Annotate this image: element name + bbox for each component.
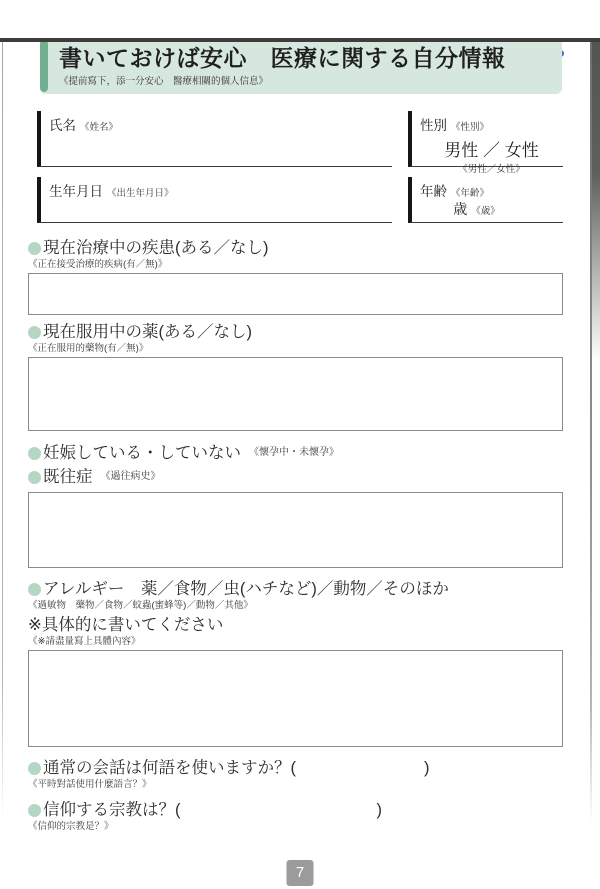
gender-label: 性別 [420, 118, 447, 133]
page-header [40, 38, 562, 94]
bullet-icon [28, 447, 41, 460]
gender-sublabel: 《性別》 [451, 122, 490, 133]
section-subtitle: 《正在接受治療的疾病(有／無)》 [28, 259, 168, 270]
age-field [408, 177, 563, 223]
section-subtitle: 《過敏物 藥物／食物／蚊蟲(蜜蜂等)／動物／其他》 [28, 600, 253, 611]
paren-close: ) [424, 759, 430, 777]
age-unit [412, 199, 541, 219]
medicine-write-box [28, 357, 563, 431]
age-unit-label: 歳 [453, 201, 468, 217]
section-heading-history [28, 466, 563, 488]
section-subtitle: 《懷孕中・未懷孕》 [249, 447, 339, 458]
paren-close: ) [376, 801, 382, 819]
section-title: 妊娠している・していない [43, 444, 241, 462]
birthdate-label: 生年月日 [49, 184, 103, 199]
section-subtitle: 《正在服用的藥物(有／無)》 [28, 343, 149, 354]
allergy-note: ※具体的に書いてください [28, 616, 224, 634]
paren-open: ( [175, 801, 181, 819]
page-edge-top [0, 38, 600, 42]
section-heading-religion [28, 799, 563, 821]
section-title: 既往症 [43, 468, 93, 486]
history-write-box [28, 492, 563, 568]
section-subtitle: 《信仰的宗教是？》 [28, 821, 114, 832]
paren-open: ( [290, 759, 296, 777]
section-heading-illness [28, 237, 563, 259]
gender-options-sub: 《男性／女性》 [458, 164, 525, 175]
page-title: 書いておけば安心 医療に関する自分情報 [59, 45, 506, 71]
birthdate-field [37, 177, 392, 223]
section-heading-medicine [28, 321, 563, 343]
bullet-icon [28, 804, 41, 817]
birthdate-sublabel: 《出生年月日》 [107, 188, 174, 199]
question-text: 通常の会話は何語を使いますか？ [43, 759, 291, 777]
form-sections [28, 237, 563, 833]
personal-info-fields [37, 111, 563, 223]
age-label: 年齢 [420, 184, 447, 199]
bullet-icon [28, 471, 41, 484]
section-heading-language [28, 757, 563, 779]
page-edge-left-line [2, 42, 3, 820]
illness-write-box [28, 273, 563, 315]
section-subtitle: 《過往病史》 [100, 471, 161, 482]
age-unit-sublabel: 《歳》 [471, 206, 500, 217]
section-heading-pregnancy [28, 442, 563, 464]
section-title: アレルギー 薬／食物／虫(ハチなど)／動物／そのほか [43, 580, 449, 598]
name-label: 氏名 [49, 118, 76, 133]
page-number-badge: 7 [287, 860, 314, 886]
bullet-icon [28, 326, 41, 339]
section-subtitle: 《平時對話使用什麼語言？》 [28, 779, 152, 790]
header-accent-bar [40, 40, 48, 92]
name-sublabel: 《姓名》 [80, 122, 119, 133]
page-edge-right-line [590, 38, 592, 823]
page-subtitle: 《提前寫下，添一分安心 醫療相關的個人信息》 [59, 76, 269, 88]
section-heading-allergy [28, 578, 563, 600]
gender-field [408, 111, 563, 175]
age-sublabel: 《年齢》 [451, 188, 490, 199]
bullet-icon [28, 762, 41, 775]
bullet-icon [28, 242, 41, 255]
name-field [37, 111, 392, 167]
section-title: 現在治療中の疾患(ある／なし) [43, 239, 269, 257]
bullet-icon [28, 583, 41, 596]
page-edge-right-shadow [592, 38, 600, 378]
allergy-note-subtitle: 《※請盡量寫上具體內容》 [28, 636, 141, 647]
section-title: 現在服用中の薬(ある／なし) [43, 323, 252, 341]
question-text: 信仰する宗教は？ [43, 801, 175, 819]
gender-options: 男性 ／ 女性 [444, 141, 539, 160]
allergy-write-box [28, 650, 563, 747]
